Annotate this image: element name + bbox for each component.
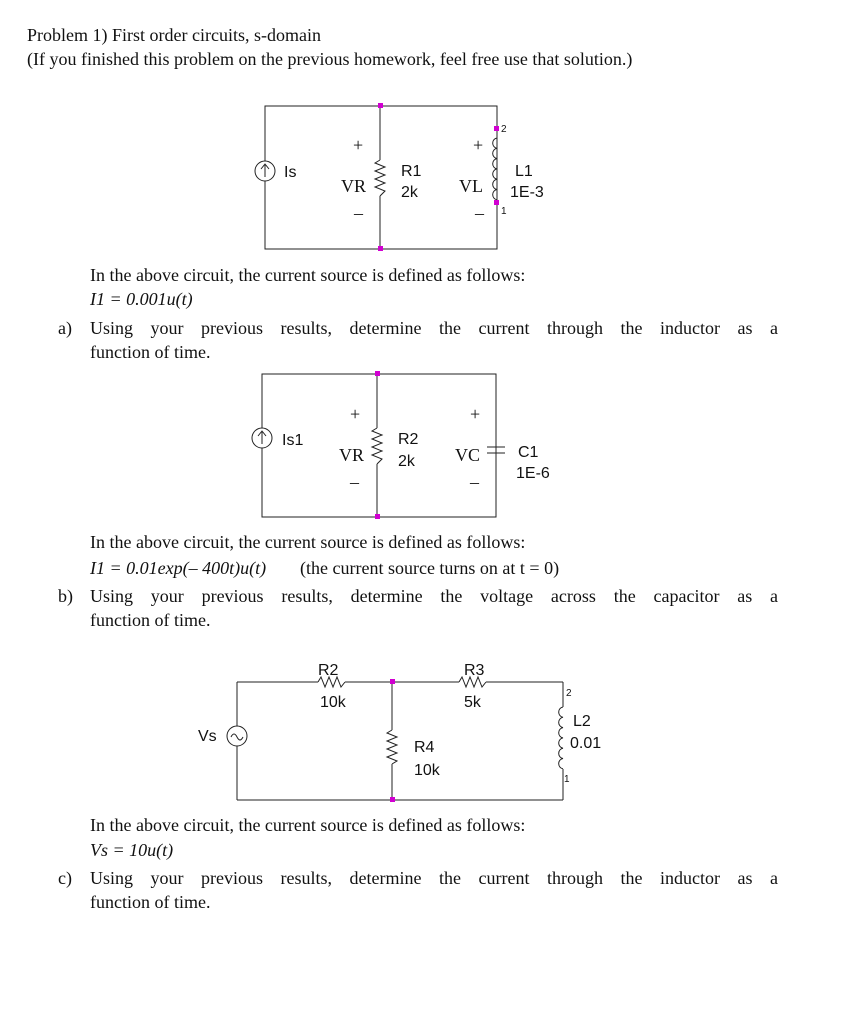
part-c-question: Using your previous results, determine the current through the inductor as a xyxy=(90,868,778,888)
l1-pin-1: 1 xyxy=(501,206,507,217)
l1-value: 1E-3 xyxy=(510,184,544,201)
r2-name: R2 xyxy=(398,431,419,448)
resistor-r4-symbol xyxy=(387,730,397,764)
part-a-equation: I1 = 0.001u(t) xyxy=(90,289,193,309)
vr2-plus-sign: + xyxy=(350,404,361,424)
vr-label: VR xyxy=(341,176,367,196)
problem-title: Problem 1) First order circuits, s-domain xyxy=(27,25,321,45)
vr2-label: VR xyxy=(339,445,365,465)
r2-value: 2k xyxy=(398,453,415,470)
node-marker xyxy=(390,797,395,802)
source-is1-label: Is1 xyxy=(282,432,304,449)
l2-name: L2 xyxy=(573,713,591,730)
r1-name: R1 xyxy=(401,163,422,180)
part-c-question-cont: function of time. xyxy=(90,892,211,912)
part-c-equation: Vs = 10u(t) xyxy=(90,840,174,860)
vr-minus-sign: – xyxy=(354,203,363,223)
c1-value: 1E-6 xyxy=(516,465,550,482)
l2-pin-1: 1 xyxy=(564,774,570,785)
vl-minus-sign: – xyxy=(475,203,484,223)
part-b-intro: In the above circuit, the current source is defined as follows: xyxy=(90,532,526,552)
r3-name: R3 xyxy=(464,662,485,679)
vc-label: VC xyxy=(455,445,481,465)
l1-pin-2: 2 xyxy=(501,124,507,135)
r3-value: 5k xyxy=(464,694,481,711)
l2-pin-2: 2 xyxy=(566,688,572,699)
r4-name: R4 xyxy=(414,739,435,756)
part-c-letter: c) xyxy=(58,868,72,888)
part-b-question-cont: function of time. xyxy=(90,610,211,630)
vl-label: VL xyxy=(459,176,483,196)
part-a-intro: In the above circuit, the current source is defined as follows: xyxy=(90,265,526,285)
vl-plus-sign: + xyxy=(473,135,484,155)
part-a-question: Using your previous results, determine the current through the inductor as a xyxy=(90,318,778,338)
r1-value: 2k xyxy=(401,184,418,201)
l1-name: L1 xyxy=(515,163,533,180)
node-marker xyxy=(390,679,395,684)
part-b-equation: I1 = 0.01exp(– 400t)u(t) xyxy=(90,558,267,578)
r2-10k-value: 10k xyxy=(320,694,346,711)
part-a-letter: a) xyxy=(58,318,72,338)
source-vs-label: Vs xyxy=(198,728,217,745)
source-is-label: Is xyxy=(284,164,297,181)
problem-note: (If you finished this problem on the previous homework, feel free use that solution.) xyxy=(27,49,633,69)
part-b-letter: b) xyxy=(58,586,73,606)
r2-10k-name: R2 xyxy=(318,662,339,679)
vr-plus-sign: + xyxy=(353,135,364,155)
l2-value: 0.01 xyxy=(570,735,602,752)
part-a-question-cont: function of time. xyxy=(90,342,211,362)
part-c-intro: In the above circuit, the current source is defined as follows: xyxy=(90,815,526,835)
inductor-l2-symbol xyxy=(559,707,563,769)
r4-value: 10k xyxy=(414,762,440,779)
c1-name: C1 xyxy=(518,444,539,461)
part-b-equation-note: (the current source turns on at t = 0) xyxy=(300,558,560,578)
part-b-question: Using your previous results, determine the voltage across the capacitor as a xyxy=(90,586,778,606)
vr2-minus-sign: – xyxy=(350,472,359,492)
vc-plus-sign: + xyxy=(470,404,481,424)
vc-minus-sign: – xyxy=(470,472,479,492)
